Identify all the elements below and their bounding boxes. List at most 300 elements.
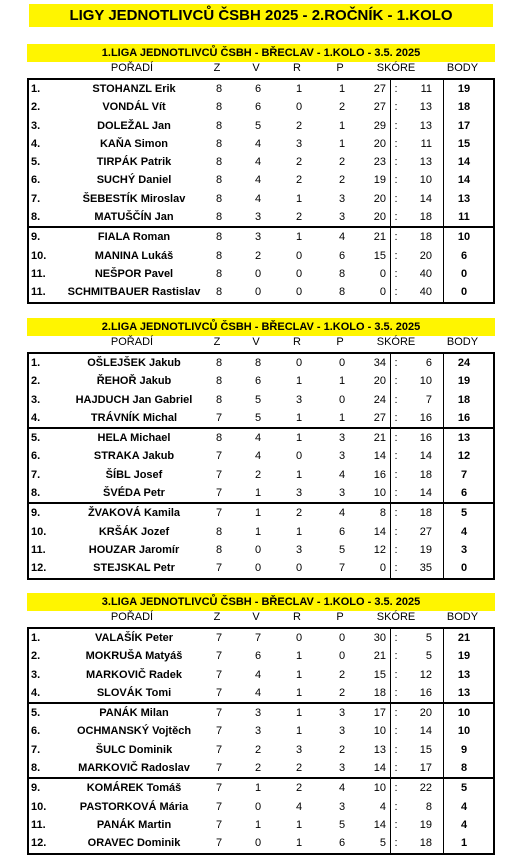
table-row xyxy=(29,190,493,208)
score-separator: : xyxy=(394,393,398,406)
column-divider xyxy=(390,153,391,171)
points: 16 xyxy=(457,411,471,424)
points: 4 xyxy=(460,800,468,813)
player-name: SCHMITBAUER Rastislav xyxy=(67,286,201,299)
draws: 1 xyxy=(295,432,303,445)
league-title: 3.LIGA JEDNOTLIVCŮ ČSBH - BŘECLAV - 1.KOLO - 3.5. 2025 xyxy=(27,593,495,611)
losses: 0 xyxy=(338,650,346,663)
table-row xyxy=(29,117,493,135)
rank: 7. xyxy=(31,468,41,481)
matches: 8 xyxy=(215,211,223,224)
column-divider xyxy=(390,80,391,98)
rank: 4. xyxy=(31,137,41,150)
points: 4 xyxy=(460,818,468,831)
score-separator: : xyxy=(394,800,398,813)
points: 7 xyxy=(460,468,468,481)
table-row xyxy=(29,135,493,153)
column-divider xyxy=(390,171,391,189)
score-separator: : xyxy=(394,837,398,850)
matches: 8 xyxy=(215,119,223,132)
league-section xyxy=(27,318,495,580)
score-against: 35 xyxy=(419,562,432,575)
points: 19 xyxy=(457,83,471,95)
score-separator: : xyxy=(394,507,398,520)
score-separator: : xyxy=(394,686,398,699)
score-separator: : xyxy=(394,432,398,445)
column-divider xyxy=(390,391,391,409)
score-for: 4 xyxy=(379,800,386,813)
column-divider xyxy=(390,504,391,522)
points: 14 xyxy=(457,174,471,187)
header-z: Z xyxy=(213,336,221,348)
score-separator: : xyxy=(394,818,398,831)
losses: 5 xyxy=(338,543,346,556)
rank: 12. xyxy=(31,562,47,575)
player-name: OŠLEJŠEK Jakub xyxy=(87,357,181,369)
points: 10 xyxy=(457,231,471,244)
rank: 1. xyxy=(31,83,41,95)
score-against: 6 xyxy=(425,357,432,369)
table-row xyxy=(29,98,493,116)
header-v: V xyxy=(252,62,260,74)
wins: 0 xyxy=(254,800,262,813)
losses: 0 xyxy=(338,393,346,406)
losses: 3 xyxy=(338,762,346,775)
matches: 7 xyxy=(215,468,223,481)
wins: 2 xyxy=(254,249,262,262)
standings-group xyxy=(29,80,493,228)
player-name: HELA Michael xyxy=(97,432,171,445)
table-row xyxy=(29,354,493,372)
player-name: NEŠPOR Pavel xyxy=(94,267,174,280)
column-divider xyxy=(443,559,444,577)
column-divider xyxy=(390,741,391,759)
score-separator: : xyxy=(394,762,398,775)
player-name: ŽVAKOVÁ Kamila xyxy=(87,507,181,520)
matches: 8 xyxy=(215,249,223,262)
matches: 8 xyxy=(215,156,223,169)
score-separator: : xyxy=(394,562,398,575)
column-divider xyxy=(390,98,391,116)
wins: 6 xyxy=(254,375,262,388)
standings-group xyxy=(29,629,493,704)
losses: 2 xyxy=(338,101,346,114)
column-divider xyxy=(390,372,391,390)
draws: 0 xyxy=(295,450,303,463)
losses: 2 xyxy=(338,174,346,187)
score-for: 17 xyxy=(373,707,386,720)
score-for: 20 xyxy=(373,375,386,388)
rank: 7. xyxy=(31,192,41,205)
rank: 1. xyxy=(31,357,41,369)
losses: 8 xyxy=(338,286,346,299)
column-divider xyxy=(443,190,444,208)
draws: 1 xyxy=(295,837,303,850)
column-divider xyxy=(390,354,391,372)
points: 5 xyxy=(460,507,468,520)
losses: 4 xyxy=(338,782,346,795)
matches: 8 xyxy=(215,174,223,187)
player-name: PANÁK Milan xyxy=(99,707,169,720)
column-divider xyxy=(390,447,391,465)
rank: 9. xyxy=(31,231,41,244)
score-separator: : xyxy=(394,782,398,795)
points: 6 xyxy=(460,249,468,262)
score-separator: : xyxy=(394,192,398,205)
column-divider xyxy=(443,98,444,116)
draws: 3 xyxy=(295,487,303,500)
header-r: R xyxy=(293,62,301,74)
column-divider xyxy=(390,247,391,265)
score-separator: : xyxy=(394,725,398,738)
table-row xyxy=(29,759,493,777)
draws: 0 xyxy=(295,562,303,575)
score-against: 14 xyxy=(419,450,432,463)
score-for: 12 xyxy=(373,543,386,556)
score-against: 17 xyxy=(419,762,432,775)
score-separator: : xyxy=(394,286,398,299)
losses: 6 xyxy=(338,249,346,262)
matches: 7 xyxy=(215,725,223,738)
rank: 8. xyxy=(31,487,41,500)
score-for: 27 xyxy=(373,411,386,424)
standings-group xyxy=(29,704,493,779)
score-for: 5 xyxy=(379,837,386,850)
player-name: VALAŠÍK Peter xyxy=(94,632,174,644)
wins: 2 xyxy=(254,468,262,481)
column-divider xyxy=(390,228,391,246)
losses: 3 xyxy=(338,800,346,813)
points: 13 xyxy=(457,192,471,205)
column-divider xyxy=(390,798,391,816)
column-divider xyxy=(443,409,444,427)
losses: 2 xyxy=(338,743,346,756)
column-divider xyxy=(390,484,391,502)
losses: 3 xyxy=(338,450,346,463)
table-row xyxy=(29,372,493,390)
matches: 8 xyxy=(215,286,223,299)
table-header xyxy=(27,62,495,78)
rank: 11. xyxy=(31,267,46,280)
score-separator: : xyxy=(394,357,398,369)
header-p: P xyxy=(336,611,344,623)
wins: 4 xyxy=(254,156,262,169)
points: 10 xyxy=(457,707,471,720)
wins: 4 xyxy=(254,668,262,681)
header-skore: SKÓRE xyxy=(376,62,416,74)
table-row xyxy=(29,559,493,577)
score-for: 21 xyxy=(373,231,386,244)
losses: 4 xyxy=(338,468,346,481)
column-divider xyxy=(443,834,444,852)
score-for: 23 xyxy=(373,156,386,169)
standings-group xyxy=(29,779,493,852)
wins: 3 xyxy=(254,211,262,224)
column-divider xyxy=(443,228,444,246)
draws: 0 xyxy=(295,267,303,280)
draws: 1 xyxy=(295,525,303,538)
draws: 2 xyxy=(295,211,303,224)
rank: 5. xyxy=(31,707,41,720)
draws: 1 xyxy=(295,650,303,663)
player-name: VONDÁL Vít xyxy=(102,101,166,114)
wins: 0 xyxy=(254,837,262,850)
column-divider xyxy=(443,80,444,98)
score-for: 14 xyxy=(373,525,386,538)
table-row xyxy=(29,816,493,834)
column-divider xyxy=(390,704,391,722)
draws: 3 xyxy=(295,137,303,150)
column-divider xyxy=(443,704,444,722)
points: 1 xyxy=(460,837,468,850)
player-name: TIRPÁK Patrik xyxy=(96,156,172,169)
player-name: TRÁVNÍK Michal xyxy=(90,411,178,424)
losses: 3 xyxy=(338,725,346,738)
score-against: 13 xyxy=(419,101,432,114)
score-against: 27 xyxy=(419,525,432,538)
table-row xyxy=(29,466,493,484)
matches: 7 xyxy=(215,762,223,775)
points: 13 xyxy=(457,668,471,681)
player-name: ŠÍBL Josef xyxy=(105,468,163,481)
matches: 8 xyxy=(215,231,223,244)
matches: 8 xyxy=(215,525,223,538)
draws: 0 xyxy=(295,632,303,644)
wins: 2 xyxy=(254,743,262,756)
header-skore: SKÓRE xyxy=(376,611,416,623)
losses: 2 xyxy=(338,686,346,699)
draws: 2 xyxy=(295,782,303,795)
wins: 0 xyxy=(254,543,262,556)
score-separator: : xyxy=(394,101,398,114)
header-z: Z xyxy=(213,62,221,74)
column-divider xyxy=(443,265,444,283)
wins: 4 xyxy=(254,174,262,187)
player-name: ORAVEC Dominik xyxy=(87,837,181,850)
draws: 2 xyxy=(295,156,303,169)
losses: 3 xyxy=(338,707,346,720)
wins: 0 xyxy=(254,267,262,280)
score-for: 20 xyxy=(373,137,386,150)
score-separator: : xyxy=(394,211,398,224)
page-title: LIGY JEDNOTLIVCŮ ČSBH 2025 - 2.ROČNÍK - 1.KOLO xyxy=(29,4,493,27)
matches: 7 xyxy=(215,707,223,720)
rank: 3. xyxy=(31,393,41,406)
player-name: SLOVÁK Tomi xyxy=(96,686,172,699)
column-divider xyxy=(390,190,391,208)
score-for: 20 xyxy=(373,192,386,205)
points: 9 xyxy=(460,743,468,756)
losses: 6 xyxy=(338,525,346,538)
wins: 1 xyxy=(254,818,262,831)
score-against: 8 xyxy=(425,800,432,813)
column-divider xyxy=(390,816,391,834)
score-separator: : xyxy=(394,525,398,538)
column-divider xyxy=(443,666,444,684)
points: 13 xyxy=(457,686,471,699)
rank: 11. xyxy=(31,543,46,556)
score-for: 10 xyxy=(373,782,386,795)
column-divider xyxy=(443,247,444,265)
player-name: ŘEHOŘ Jakub xyxy=(96,375,172,388)
header-p: P xyxy=(336,336,344,348)
header-r: R xyxy=(293,611,301,623)
score-for: 0 xyxy=(379,562,386,575)
score-against: 18 xyxy=(419,468,432,481)
points: 21 xyxy=(457,632,471,644)
matches: 8 xyxy=(215,192,223,205)
points: 0 xyxy=(460,267,468,280)
score-against: 40 xyxy=(419,286,432,299)
score-against: 40 xyxy=(419,267,432,280)
wins: 4 xyxy=(254,192,262,205)
points: 6 xyxy=(460,487,468,500)
league-section xyxy=(27,593,495,855)
column-divider xyxy=(443,759,444,777)
wins: 0 xyxy=(254,286,262,299)
losses: 1 xyxy=(338,119,346,132)
draws: 3 xyxy=(295,393,303,406)
score-against: 14 xyxy=(419,192,432,205)
rank: 1. xyxy=(31,632,41,644)
score-for: 16 xyxy=(373,468,386,481)
losses: 3 xyxy=(338,211,346,224)
wins: 7 xyxy=(254,632,262,644)
matches: 8 xyxy=(215,432,223,445)
rank: 5. xyxy=(31,156,41,169)
draws: 3 xyxy=(295,743,303,756)
table-row xyxy=(29,283,493,301)
player-name: SUCHÝ Daniel xyxy=(96,174,172,187)
draws: 1 xyxy=(295,686,303,699)
column-divider xyxy=(390,629,391,647)
column-divider xyxy=(390,684,391,702)
header-v: V xyxy=(252,611,260,623)
losses: 1 xyxy=(338,137,346,150)
score-against: 20 xyxy=(419,249,432,262)
column-divider xyxy=(443,354,444,372)
points: 14 xyxy=(457,156,471,169)
league-title: 1.LIGA JEDNOTLIVCŮ ČSBH - BŘECLAV - 1.KOLO - 3.5. 2025 xyxy=(27,44,495,62)
rank: 2. xyxy=(31,375,41,388)
losses: 1 xyxy=(338,411,346,424)
score-against: 14 xyxy=(419,487,432,500)
player-name: FIALA Roman xyxy=(97,231,171,244)
score-separator: : xyxy=(394,668,398,681)
header-body: BODY xyxy=(446,336,479,348)
column-divider xyxy=(390,409,391,427)
score-for: 0 xyxy=(379,267,386,280)
score-for: 14 xyxy=(373,450,386,463)
table-row xyxy=(29,504,493,522)
player-name: ŠVÉDA Petr xyxy=(103,487,165,500)
league-title: 2.LIGA JEDNOTLIVCŮ ČSBH - BŘECLAV - 1.KOLO - 3.5. 2025 xyxy=(27,318,495,336)
score-against: 18 xyxy=(419,507,432,520)
table-row xyxy=(29,541,493,559)
draws: 2 xyxy=(295,762,303,775)
score-for: 27 xyxy=(373,101,386,114)
score-for: 30 xyxy=(373,632,386,644)
column-divider xyxy=(443,208,444,226)
score-against: 7 xyxy=(425,393,432,406)
losses: 3 xyxy=(338,487,346,500)
score-against: 15 xyxy=(419,743,432,756)
rank: 5. xyxy=(31,432,41,445)
score-against: 18 xyxy=(419,231,432,244)
column-divider xyxy=(443,816,444,834)
header-body: BODY xyxy=(446,62,479,74)
score-separator: : xyxy=(394,650,398,663)
matches: 7 xyxy=(215,668,223,681)
column-divider xyxy=(443,117,444,135)
matches: 8 xyxy=(215,83,223,95)
header-body: BODY xyxy=(446,611,479,623)
score-for: 10 xyxy=(373,725,386,738)
rank: 4. xyxy=(31,686,41,699)
player-name: STEJSKAL Petr xyxy=(93,562,175,575)
score-for: 21 xyxy=(373,650,386,663)
draws: 4 xyxy=(295,800,303,813)
table-row xyxy=(29,153,493,171)
draws: 0 xyxy=(295,357,303,369)
header-r: R xyxy=(293,336,301,348)
rank: 10. xyxy=(31,249,47,262)
header-poradi: POŘADÍ xyxy=(110,336,154,348)
rank: 9. xyxy=(31,782,41,795)
rank: 11. xyxy=(31,818,46,831)
rank: 8. xyxy=(31,762,41,775)
standings-table xyxy=(27,78,495,304)
score-separator: : xyxy=(394,632,398,644)
rank: 2. xyxy=(31,101,41,114)
column-divider xyxy=(443,523,444,541)
draws: 2 xyxy=(295,119,303,132)
column-divider xyxy=(443,741,444,759)
draws: 1 xyxy=(295,818,303,831)
matches: 7 xyxy=(215,507,223,520)
points: 10 xyxy=(457,725,471,738)
score-against: 16 xyxy=(419,686,432,699)
rank: 6. xyxy=(31,174,41,187)
standings-table xyxy=(27,352,495,580)
losses: 4 xyxy=(338,507,346,520)
score-for: 15 xyxy=(373,668,386,681)
table-row xyxy=(29,171,493,189)
score-against: 18 xyxy=(419,837,432,850)
player-name: KRŠÁK Jozef xyxy=(98,525,170,538)
header-z: Z xyxy=(213,611,221,623)
player-name: KOMÁREK Tomáš xyxy=(86,782,182,795)
draws: 3 xyxy=(295,543,303,556)
losses: 6 xyxy=(338,837,346,850)
draws: 1 xyxy=(295,192,303,205)
score-against: 12 xyxy=(419,668,432,681)
losses: 1 xyxy=(338,375,346,388)
losses: 0 xyxy=(338,357,346,369)
points: 12 xyxy=(457,450,471,463)
score-separator: : xyxy=(394,707,398,720)
rank: 3. xyxy=(31,668,41,681)
draws: 0 xyxy=(295,286,303,299)
matches: 7 xyxy=(215,487,223,500)
losses: 7 xyxy=(338,562,346,575)
player-name: MARKOVIČ Radek xyxy=(86,668,182,681)
score-for: 20 xyxy=(373,211,386,224)
table-row xyxy=(29,265,493,283)
score-against: 19 xyxy=(419,543,432,556)
column-divider xyxy=(390,429,391,447)
column-divider xyxy=(443,541,444,559)
